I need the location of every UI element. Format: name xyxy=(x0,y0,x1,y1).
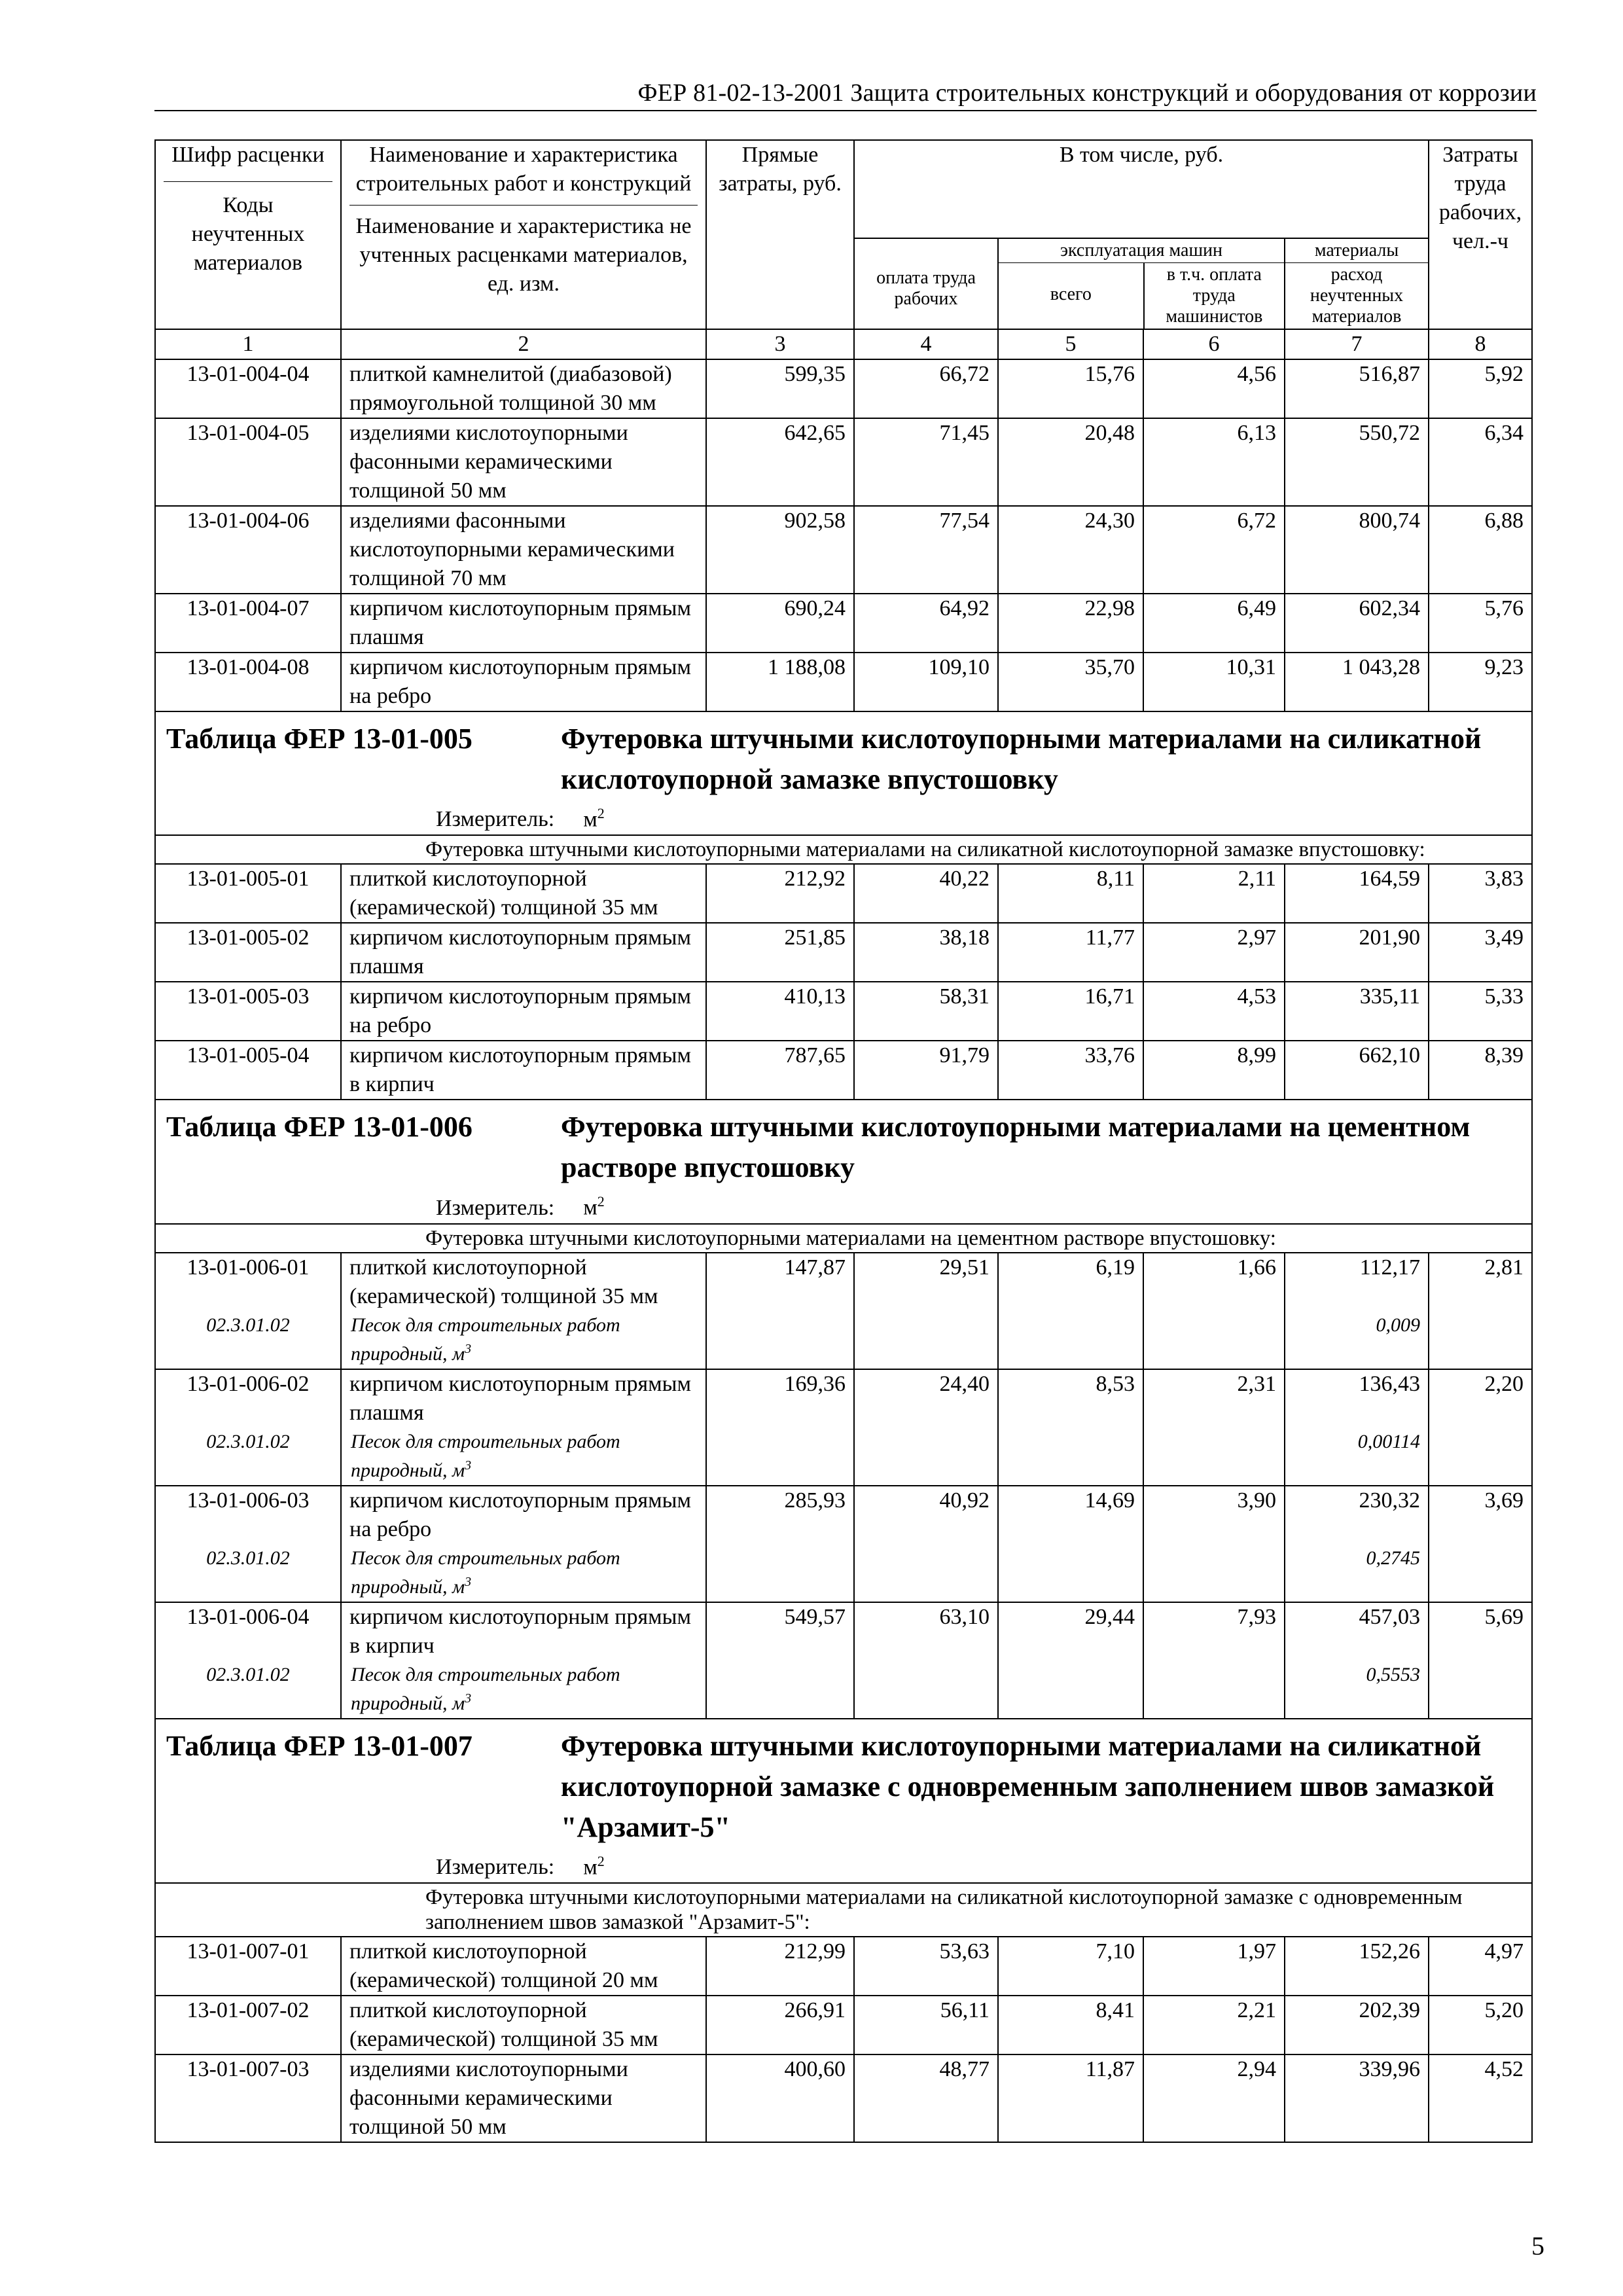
table-heading-grid xyxy=(166,719,1524,800)
table-row xyxy=(155,1602,1532,1660)
row-value: 457,03 xyxy=(1285,1602,1429,1660)
empty-cell xyxy=(854,1660,998,1719)
row-value: 8,11 xyxy=(998,864,1143,923)
row-value: 1,66 xyxy=(1143,1253,1285,1311)
material-name-text: Песок для строительных работ природный, м xyxy=(351,1547,620,1598)
row-name: кирпичом кислотоупорным прямым на ребро xyxy=(341,982,706,1041)
measure-label: Измеритель: xyxy=(436,1195,555,1220)
row-value: 212,92 xyxy=(706,864,854,923)
row-value: 787,65 xyxy=(706,1041,854,1100)
table-heading xyxy=(155,711,1532,835)
row-value: 9,23 xyxy=(1429,653,1532,711)
row-code: 13-01-004-07 xyxy=(155,594,341,653)
row-value: 549,57 xyxy=(706,1602,854,1660)
empty-cell xyxy=(1143,1427,1285,1486)
row-value: 230,32 xyxy=(1285,1486,1429,1544)
column-number: 2 xyxy=(341,329,706,359)
page-number: 5 xyxy=(1531,2231,1544,2261)
table-heading xyxy=(155,1100,1532,1223)
row-code: 13-01-004-04 xyxy=(155,359,341,418)
measure-value: м xyxy=(583,1854,597,1879)
row-name: плиткой кислотоупорной (керамической) толщиной 20 мм xyxy=(341,1937,706,1996)
table-row xyxy=(155,1486,1532,1544)
row-value: 339,96 xyxy=(1285,2054,1429,2142)
column-numbers-row xyxy=(155,329,1532,359)
row-value: 53,63 xyxy=(854,1937,998,1996)
row-name: кирпичом кислотоупорным прямым на ребро xyxy=(341,1486,706,1544)
header-machines-subcols xyxy=(999,263,1284,329)
empty-cell xyxy=(706,1660,854,1719)
row-value: 4,56 xyxy=(1143,359,1285,418)
row-code: 13-01-004-08 xyxy=(155,653,341,711)
material-unit-power: 3 xyxy=(465,1574,472,1589)
row-value: 56,11 xyxy=(854,1996,998,2054)
column-number: 7 xyxy=(1285,329,1429,359)
row-name: изделиями фасонными кислотоупорными керамическими толщиной 70 мм xyxy=(341,506,706,594)
table-row xyxy=(155,418,1532,506)
table-row xyxy=(155,864,1532,923)
row-value: 2,20 xyxy=(1429,1369,1532,1427)
empty-cell xyxy=(1429,1660,1532,1719)
row-name: плиткой кислотоупорной (керамической) толщиной 35 мм xyxy=(341,864,706,923)
row-value: 16,71 xyxy=(998,982,1143,1041)
material-code: 02.3.01.02 xyxy=(155,1660,341,1719)
row-value: 169,36 xyxy=(706,1369,854,1427)
empty-cell xyxy=(1429,1427,1532,1486)
header-machines-group xyxy=(999,239,1284,329)
empty-cell xyxy=(998,1660,1143,1719)
measure-label: Измеритель: xyxy=(436,807,555,832)
measure-power: 2 xyxy=(597,1193,605,1210)
material-code: 02.3.01.02 xyxy=(155,1311,341,1369)
row-value: 8,53 xyxy=(998,1369,1143,1427)
measure-power: 2 xyxy=(597,805,605,821)
row-code: 13-01-007-02 xyxy=(155,1996,341,2054)
header-machines xyxy=(998,238,1285,329)
material-name xyxy=(341,1311,706,1369)
header-materials-title: материалы xyxy=(1285,239,1428,263)
table-description: Футеровка штучными кислотоупорными материалами на силикатной кислотоупорной замазке впустошовку: xyxy=(155,835,1532,864)
empty-cell xyxy=(706,1544,854,1602)
row-code: 13-01-004-06 xyxy=(155,506,341,594)
row-value: 77,54 xyxy=(854,506,998,594)
row-value: 2,11 xyxy=(1143,864,1285,923)
row-value: 902,58 xyxy=(706,506,854,594)
header-code-cell xyxy=(155,140,341,329)
row-value: 10,31 xyxy=(1143,653,1285,711)
row-value: 40,92 xyxy=(854,1486,998,1544)
table-label: Таблица ФЕР 13-01-005 xyxy=(166,723,473,755)
header-row xyxy=(155,140,1532,238)
empty-cell xyxy=(1143,1544,1285,1602)
row-value: 6,88 xyxy=(1429,506,1532,594)
row-value: 147,87 xyxy=(706,1253,854,1311)
row-code: 13-01-007-03 xyxy=(155,2054,341,2142)
table-title: Футеровка штучными кислотоупорными материалами на цементном растворе впустошовку xyxy=(561,1111,1471,1184)
header-machines-pay: в т.ч. оплата труда машинистов xyxy=(1166,264,1263,327)
row-value: 5,20 xyxy=(1429,1996,1532,2054)
material-name xyxy=(341,1427,706,1486)
measure-label: Измеритель: xyxy=(436,1854,555,1879)
row-code: 13-01-006-03 xyxy=(155,1486,341,1544)
header-machines-total: всего xyxy=(999,263,1145,329)
row-value: 5,33 xyxy=(1429,982,1532,1041)
row-code: 13-01-005-02 xyxy=(155,923,341,982)
material-code: 02.3.01.02 xyxy=(155,1427,341,1486)
header-machines-title: эксплуатация машин xyxy=(999,239,1284,263)
row-value: 599,35 xyxy=(706,359,854,418)
header-labor-cost: Затраты труда рабочих, чел.-ч xyxy=(1429,140,1532,329)
row-value: 690,24 xyxy=(706,594,854,653)
row-value: 202,39 xyxy=(1285,1996,1429,2054)
material-row xyxy=(155,1660,1532,1719)
measure-value: м xyxy=(583,807,597,832)
table-row xyxy=(155,1937,1532,1996)
measure-power: 2 xyxy=(597,1852,605,1869)
material-consumption: 0,009 xyxy=(1285,1311,1429,1369)
row-value: 266,91 xyxy=(706,1996,854,2054)
header-materials-sub: расход неучтенных материалов xyxy=(1310,264,1404,327)
row-name: кирпичом кислотоупорным прямым плашмя xyxy=(341,594,706,653)
row-name: плиткой камнелитой (диабазовой) прямоугольной толщиной 30 мм xyxy=(341,359,706,418)
table-heading-grid xyxy=(166,1726,1524,1848)
row-value: 33,76 xyxy=(998,1041,1143,1100)
row-value: 152,26 xyxy=(1285,1937,1429,1996)
row-code: 13-01-006-02 xyxy=(155,1369,341,1427)
table-description-row xyxy=(155,835,1532,864)
empty-cell xyxy=(1429,1311,1532,1369)
row-value: 5,76 xyxy=(1429,594,1532,653)
table-heading-grid xyxy=(166,1107,1524,1188)
material-unit-power: 3 xyxy=(465,1458,472,1473)
row-value: 3,49 xyxy=(1429,923,1532,982)
material-name-text: Песок для строительных работ природный, м xyxy=(351,1314,620,1365)
row-value: 4,53 xyxy=(1143,982,1285,1041)
row-value: 6,34 xyxy=(1429,418,1532,506)
row-value: 58,31 xyxy=(854,982,998,1041)
row-value: 11,87 xyxy=(998,2054,1143,2142)
column-number: 3 xyxy=(706,329,854,359)
header-labor-pay: оплата труда рабочих xyxy=(854,238,998,329)
row-value: 400,60 xyxy=(706,2054,854,2142)
row-value: 662,10 xyxy=(1285,1041,1429,1100)
table-row xyxy=(155,923,1532,982)
row-name: кирпичом кислотоупорным прямым плашмя xyxy=(341,1369,706,1427)
table-row xyxy=(155,506,1532,594)
material-consumption: 0,5553 xyxy=(1285,1660,1429,1719)
row-value: 24,40 xyxy=(854,1369,998,1427)
table-heading xyxy=(155,1719,1532,1883)
row-value: 2,31 xyxy=(1143,1369,1285,1427)
material-row xyxy=(155,1544,1532,1602)
table-label: Таблица ФЕР 13-01-007 xyxy=(166,1729,473,1762)
row-value: 38,18 xyxy=(854,923,998,982)
row-value: 71,45 xyxy=(854,418,998,506)
row-value: 63,10 xyxy=(854,1602,998,1660)
row-value: 66,72 xyxy=(854,359,998,418)
row-value: 11,77 xyxy=(998,923,1143,982)
row-value: 29,44 xyxy=(998,1602,1143,1660)
empty-cell xyxy=(1143,1311,1285,1369)
column-number: 8 xyxy=(1429,329,1532,359)
row-value: 1 188,08 xyxy=(706,653,854,711)
row-value: 6,13 xyxy=(1143,418,1285,506)
pricing-table xyxy=(154,139,1533,2143)
empty-cell xyxy=(854,1544,998,1602)
row-value: 285,93 xyxy=(706,1486,854,1544)
header-material-name-title: Наименование и характеристика не учтенных расценками материалов, ед. изм. xyxy=(355,214,692,296)
row-value: 642,65 xyxy=(706,418,854,506)
row-value: 4,52 xyxy=(1429,2054,1532,2142)
row-value: 15,76 xyxy=(998,359,1143,418)
row-value: 800,74 xyxy=(1285,506,1429,594)
row-value: 550,72 xyxy=(1285,418,1429,506)
material-name-text: Песок для строительных работ природный, м xyxy=(351,1430,620,1481)
row-value: 5,92 xyxy=(1429,359,1532,418)
row-value: 109,10 xyxy=(854,653,998,711)
material-consumption: 0,2745 xyxy=(1285,1544,1429,1602)
row-code: 13-01-004-05 xyxy=(155,418,341,506)
row-value: 64,92 xyxy=(854,594,998,653)
row-value: 212,99 xyxy=(706,1937,854,1996)
row-name: изделиями кислотоупорными фасонными керамическими толщиной 50 мм xyxy=(341,418,706,506)
empty-cell xyxy=(998,1544,1143,1602)
empty-cell xyxy=(998,1427,1143,1486)
row-value: 2,97 xyxy=(1143,923,1285,982)
table-title: Футеровка штучными кислотоупорными материалами на силикатной кислотоупорной замазке с одновременным заполнением швов замазкой "Арзамит-5" xyxy=(561,1729,1495,1843)
row-value: 410,13 xyxy=(706,982,854,1041)
row-value: 1,97 xyxy=(1143,1937,1285,1996)
row-code: 13-01-006-01 xyxy=(155,1253,341,1311)
measure-value: м xyxy=(583,1195,597,1220)
row-name: кирпичом кислотоупорным прямым в кирпич xyxy=(341,1602,706,1660)
page-header xyxy=(154,75,1537,111)
table-row xyxy=(155,594,1532,653)
row-name: кирпичом кислотоупорным прямым на ребро xyxy=(341,653,706,711)
header-materials xyxy=(1285,238,1429,329)
empty-cell xyxy=(1143,1660,1285,1719)
row-value: 7,93 xyxy=(1143,1602,1285,1660)
material-unit-power: 3 xyxy=(465,1691,472,1706)
table-row xyxy=(155,359,1532,418)
column-number: 1 xyxy=(155,329,341,359)
row-value: 6,19 xyxy=(998,1253,1143,1311)
row-value: 35,70 xyxy=(998,653,1143,711)
material-name xyxy=(341,1544,706,1602)
row-name: кирпичом кислотоупорным прямым в кирпич xyxy=(341,1041,706,1100)
table-row xyxy=(155,1996,1532,2054)
header-incl: В том числе, руб. xyxy=(854,140,1429,238)
table-row xyxy=(155,1253,1532,1311)
table-description-row xyxy=(155,1883,1532,1937)
table-heading-row xyxy=(155,1719,1532,1883)
row-name: изделиями кислотоупорными фасонными керамическими толщиной 50 мм xyxy=(341,2054,706,2142)
row-code: 13-01-006-04 xyxy=(155,1602,341,1660)
table-description: Футеровка штучными кислотоупорными материалами на силикатной кислотоупорной замазке с одновременным заполнением швов замазкой "Арзамит-5": xyxy=(155,1883,1532,1937)
row-value: 14,69 xyxy=(998,1486,1143,1544)
row-value: 5,69 xyxy=(1429,1602,1532,1660)
row-value: 2,21 xyxy=(1143,1996,1285,2054)
measure-unit xyxy=(166,1848,1524,1881)
row-value: 24,30 xyxy=(998,506,1143,594)
row-code: 13-01-005-04 xyxy=(155,1041,341,1100)
row-value: 164,59 xyxy=(1285,864,1429,923)
material-unit-power: 3 xyxy=(465,1341,472,1356)
row-value: 136,43 xyxy=(1285,1369,1429,1427)
empty-cell xyxy=(706,1311,854,1369)
empty-cell xyxy=(854,1427,998,1486)
material-name xyxy=(341,1660,706,1719)
row-value: 7,10 xyxy=(998,1937,1143,1996)
column-number: 5 xyxy=(998,329,1143,359)
row-value: 22,98 xyxy=(998,594,1143,653)
measure-unit xyxy=(166,800,1524,833)
table-row xyxy=(155,653,1532,711)
row-value: 3,69 xyxy=(1429,1486,1532,1544)
empty-cell xyxy=(1429,1544,1532,1602)
row-value: 2,81 xyxy=(1429,1253,1532,1311)
row-value: 602,34 xyxy=(1285,594,1429,653)
header-code-title: Шифр расценки xyxy=(164,141,332,182)
document-title: ФЕР 81-02-13-2001 Защита строительных конструкций и оборудования от коррозии xyxy=(637,79,1537,107)
table-heading-row xyxy=(155,1100,1532,1223)
table-row xyxy=(155,1369,1532,1427)
header-name-cell xyxy=(341,140,706,329)
table-description: Футеровка штучными кислотоупорными материалами на цементном растворе впустошовку: xyxy=(155,1224,1532,1253)
table-row xyxy=(155,2054,1532,2142)
table-description-row xyxy=(155,1224,1532,1253)
empty-cell xyxy=(998,1311,1143,1369)
empty-cell xyxy=(854,1311,998,1369)
table-label: Таблица ФЕР 13-01-006 xyxy=(166,1111,473,1143)
row-value: 3,90 xyxy=(1143,1486,1285,1544)
material-row xyxy=(155,1311,1532,1369)
column-number: 4 xyxy=(854,329,998,359)
row-name: кирпичом кислотоупорным прямым плашмя xyxy=(341,923,706,982)
row-value: 335,11 xyxy=(1285,982,1429,1041)
table-title: Футеровка штучными кислотоупорными материалами на силикатной кислотоупорной замазке впустошовку xyxy=(561,723,1482,795)
row-code: 13-01-005-03 xyxy=(155,982,341,1041)
empty-cell xyxy=(706,1427,854,1486)
material-consumption: 0,00114 xyxy=(1285,1427,1429,1486)
material-name-text: Песок для строительных работ природный, м xyxy=(351,1663,620,1714)
row-name: плиткой кислотоупорной (керамической) толщиной 35 мм xyxy=(341,1996,706,2054)
row-value: 40,22 xyxy=(854,864,998,923)
header-name-title: Наименование и характеристика строительных работ и конструкций xyxy=(349,141,698,206)
row-name: плиткой кислотоупорной (керамической) толщиной 35 мм xyxy=(341,1253,706,1311)
row-value: 4,97 xyxy=(1429,1937,1532,1996)
table-row xyxy=(155,1041,1532,1100)
header-material-codes-title: Коды неучтенных материалов xyxy=(191,193,305,275)
table-heading-row xyxy=(155,711,1532,835)
row-value: 201,90 xyxy=(1285,923,1429,982)
row-value: 8,99 xyxy=(1143,1041,1285,1100)
row-value: 3,83 xyxy=(1429,864,1532,923)
row-value: 112,17 xyxy=(1285,1253,1429,1311)
row-value: 91,79 xyxy=(854,1041,998,1100)
row-value: 6,49 xyxy=(1143,594,1285,653)
row-value: 6,72 xyxy=(1143,506,1285,594)
row-value: 8,39 xyxy=(1429,1041,1532,1100)
table-row xyxy=(155,982,1532,1041)
measure-unit xyxy=(166,1188,1524,1221)
row-value: 20,48 xyxy=(998,418,1143,506)
row-value: 29,51 xyxy=(854,1253,998,1311)
material-row xyxy=(155,1427,1532,1486)
row-value: 8,41 xyxy=(998,1996,1143,2054)
row-value: 516,87 xyxy=(1285,359,1429,418)
column-number: 6 xyxy=(1143,329,1285,359)
row-value: 2,94 xyxy=(1143,2054,1285,2142)
header-direct-costs: Прямые затраты, руб. xyxy=(706,140,854,329)
row-code: 13-01-005-01 xyxy=(155,864,341,923)
row-code: 13-01-007-01 xyxy=(155,1937,341,1996)
row-value: 48,77 xyxy=(854,2054,998,2142)
row-value: 1 043,28 xyxy=(1285,653,1429,711)
material-code: 02.3.01.02 xyxy=(155,1544,341,1602)
row-value: 251,85 xyxy=(706,923,854,982)
